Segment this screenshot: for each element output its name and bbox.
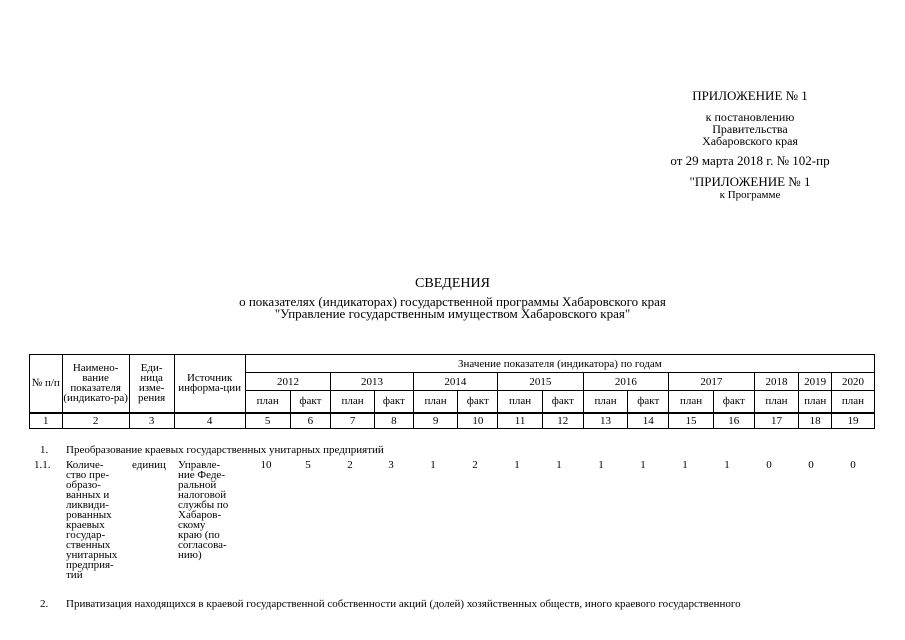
text-line: ство пре-: [66, 469, 109, 481]
row-indicator-name: [66, 460, 132, 580]
header-unit: Еди-ница изме-рения: [129, 355, 174, 413]
header-plan: план: [413, 391, 458, 413]
sub-appendix-title: "ПРИЛОЖЕНИЕ № 1: [689, 174, 811, 189]
column-number: 17: [754, 413, 799, 429]
header-fact: факт: [290, 391, 331, 413]
header-plan: план: [669, 391, 714, 413]
header-fact: факт: [458, 391, 498, 413]
text-line: предприя-: [66, 559, 114, 571]
header-year: 2013: [331, 373, 413, 391]
sub-appendix-line: к Программе: [719, 189, 781, 201]
header-plan: план: [831, 391, 874, 413]
header-plan: план: [331, 391, 375, 413]
column-numbers-row: [30, 413, 875, 429]
text-line: согласова-: [178, 539, 227, 551]
header-year: 2020: [831, 373, 874, 391]
row-value: 1: [724, 459, 730, 471]
header-year: 2016: [583, 373, 668, 391]
row-value: 1: [682, 459, 688, 471]
row-value: 10: [260, 459, 272, 471]
column-number: 7: [331, 413, 375, 429]
text-line: скому: [178, 519, 206, 531]
column-number: 5: [245, 413, 290, 429]
header-plan: план: [245, 391, 290, 413]
column-number: 2: [62, 413, 129, 429]
text-line: нию): [178, 549, 202, 561]
text-line: ственных: [66, 539, 111, 551]
text-line: Количе-: [66, 459, 104, 471]
text-line: образо-: [66, 479, 101, 491]
row-value: 2: [472, 459, 478, 471]
row-number: 1.1.: [34, 459, 51, 471]
row-value: 3: [388, 459, 394, 471]
heading-line: о показателях (индикаторах) государственной программы Хабаровского края: [239, 294, 666, 309]
section-title: Преобразование краевых государственных унитарных предприятий: [66, 444, 384, 456]
column-number: 1: [30, 413, 63, 429]
row-value: 1: [556, 459, 562, 471]
header-plan: план: [754, 391, 799, 413]
header-source: Источник информа-ции: [174, 355, 245, 413]
text-line: ликвиди-: [66, 499, 109, 511]
column-number: 3: [129, 413, 174, 429]
text-line: службы по: [178, 499, 229, 511]
section-number: 2.: [40, 598, 49, 610]
row-value: 0: [808, 459, 814, 471]
column-number: 11: [498, 413, 543, 429]
header-no: № п/п: [30, 355, 63, 413]
header-name: Наимено-вание показателя (индикато-ра): [62, 355, 129, 413]
appendix-line: Хабаровского края: [702, 134, 798, 148]
header-plan: план: [583, 391, 628, 413]
row-unit: единиц: [132, 459, 166, 471]
text-line: рованных: [66, 509, 112, 521]
row-value: 1: [430, 459, 436, 471]
section-number: 1.: [40, 444, 49, 456]
header-year: 2012: [245, 373, 330, 391]
indicators-table: [29, 354, 875, 429]
column-number: 18: [799, 413, 832, 429]
header-fact: факт: [713, 391, 754, 413]
text-line: ванных и: [66, 489, 110, 501]
document-heading: [0, 276, 905, 320]
column-number: 9: [413, 413, 458, 429]
appendix-line: к постановлению: [705, 110, 795, 124]
header-year: 2014: [413, 373, 497, 391]
text-line: краю (по: [178, 529, 220, 541]
header-year: 2019: [799, 373, 832, 391]
header-values: Значение показателя (индикатора) по годам: [245, 355, 874, 373]
row-value: 1: [640, 459, 646, 471]
text-line: ние Феде-: [178, 469, 225, 481]
text-line: ральной: [178, 479, 217, 491]
header-fact: факт: [542, 391, 583, 413]
heading-line: "Управление государственным имуществом Хабаровского края": [274, 306, 631, 321]
text-line: Управле-: [178, 459, 221, 471]
column-number: 16: [713, 413, 754, 429]
header-fact: факт: [628, 391, 669, 413]
text-line: унитарных: [66, 549, 118, 561]
column-number: 6: [290, 413, 331, 429]
header-fact: факт: [375, 391, 414, 413]
text-line: налоговой: [178, 489, 227, 501]
column-number: 19: [831, 413, 874, 429]
row-source: [178, 460, 248, 560]
column-number: 13: [583, 413, 628, 429]
header-year: 2015: [498, 373, 583, 391]
text-line: тий: [66, 569, 83, 581]
text-line: Хабаров-: [178, 509, 222, 521]
section-title: Приватизация находящихся в краевой государственной собственности акций (долей) хозяйственных обществ, иного краевого государственного: [66, 598, 741, 610]
header-year: 2017: [669, 373, 754, 391]
column-number: 8: [375, 413, 414, 429]
text-line: краевых: [66, 519, 105, 531]
row-value: 5: [305, 459, 311, 471]
column-number: 10: [458, 413, 498, 429]
appendix-block: [640, 88, 860, 201]
row-value: 0: [766, 459, 772, 471]
header-plan: план: [799, 391, 832, 413]
column-number: 4: [174, 413, 245, 429]
column-number: 15: [669, 413, 714, 429]
header-plan: план: [498, 391, 543, 413]
appendix-date: от 29 марта 2018 г. № 102-пр: [670, 153, 830, 168]
row-value: 1: [598, 459, 604, 471]
row-value: 2: [347, 459, 353, 471]
column-number: 12: [542, 413, 583, 429]
heading-title: СВЕДЕНИЯ: [415, 276, 490, 291]
row-value: 1: [514, 459, 520, 471]
appendix-title: ПРИЛОЖЕНИЕ № 1: [692, 88, 808, 103]
text-line: государ-: [66, 529, 106, 541]
column-number: 14: [628, 413, 669, 429]
appendix-line: Правительства: [712, 122, 788, 136]
header-year: 2018: [754, 373, 799, 391]
row-value: 0: [850, 459, 856, 471]
